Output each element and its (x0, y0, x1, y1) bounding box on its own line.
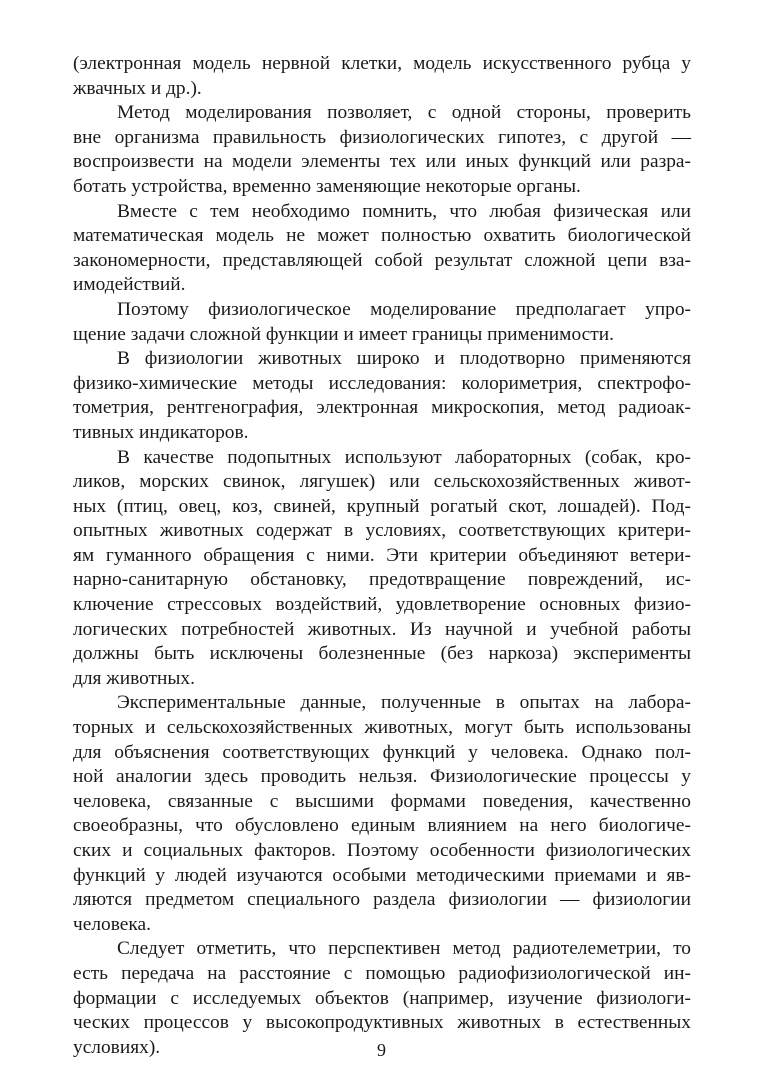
paragraph-first-line: Поэтому физиологическое моделирование предполагает упро- (117, 298, 691, 320)
text-line: для животных. (73, 667, 195, 689)
text-line: физико-химические методы исследования: колориметрия, спектрофо- (73, 372, 691, 394)
text-line: тивных индикаторов. (73, 421, 249, 443)
text-line: логических потребностей животных. Из научной и учебной работы (73, 618, 691, 640)
text-line: ям гуманного обращения с ними. Эти критерии объединяют ветери- (73, 544, 691, 566)
text-line: человека. (73, 913, 151, 935)
text-line: воспроизвести на модели элементы тех или иных функций или разра- (73, 151, 691, 173)
paragraph-first-line: В физиологии животных широко и плодотворно применяются (117, 348, 691, 370)
text-line: опытных животных содержат в условиях, соответствующих критери- (73, 520, 691, 542)
text-line: щение задачи сложной функции и имеет границы применимости. (73, 323, 614, 345)
text-line: вне организма правильность физиологических гипотез, с другой — (73, 126, 691, 148)
text-line: есть передача на расстояние с помощью радиофизиологической ин- (73, 962, 691, 984)
text-line: ских и социальных факторов. Поэтому особенности физиологических (73, 840, 691, 861)
text-line: для объяснения соответствующих функций у человека. Однако пол- (73, 741, 691, 763)
text-line: ной аналогии здесь проводить нельзя. Физиологические процессы у (73, 766, 691, 788)
text-line: жвачных и др.). (73, 77, 202, 99)
text-line: своеобразны, что обусловлено единым влиянием на него биологиче- (73, 815, 691, 837)
text-line: ботать устройства, временно заменяющие некоторые органы. (73, 175, 581, 197)
paragraph-first-line: Экспериментальные данные, полученные в опытах на лабора- (117, 692, 691, 714)
text-line: ческих процессов у высокопродуктивных животных в естественных (73, 1012, 691, 1034)
paragraph-first-line: Метод моделирования позволяет, с одной стороны, проверить (117, 102, 691, 124)
text-line: торных и сельскохозяйственных животных, могут быть использованы (73, 717, 691, 739)
text-line: математическая модель не может полностью охватить биологической (73, 225, 691, 247)
text-line: функций у людей изучаются особыми методическими приемами и яв- (73, 864, 691, 886)
page-number: 9 (377, 1040, 386, 1060)
text-line: нарно-санитарную обстановку, предотвращение повреждений, ис- (73, 569, 691, 591)
text-line: человека, связанные с высшими формами поведения, качественно (73, 790, 691, 812)
text-line: ликов, морских свинок, лягушек) или сельскохозяйственных живот- (73, 471, 691, 493)
body-text (73, 52, 691, 1060)
paragraph-first-line: Вместе с тем необходимо помнить, что любая физическая или (117, 200, 691, 222)
paragraph-first-line: Следует отметить, что перспективен метод радиотелеметрии, то (117, 938, 691, 960)
paragraph-first-line: В качестве подопытных используют лабораторных (собак, кро- (117, 446, 691, 468)
text-line: имодействий. (73, 274, 186, 296)
text-line: формации с исследуемых объектов (например, изучение физиологи- (73, 987, 691, 1009)
text-line: ляются предметом специального раздела физиологии — физиологии (73, 889, 691, 911)
text-line: (электронная модель нервной клетки, модель искусственного рубца у (73, 53, 691, 74)
text-line: должны быть исключены болезненные (без наркоза) эксперименты (73, 643, 691, 665)
text-line: закономерности, представляющей собой результат сложной цепи вза- (73, 249, 691, 271)
text-line: ключение стрессовых воздействий, удовлетворение основных физио- (73, 594, 691, 616)
text-line: ных (птиц, овец, коз, свиней, крупный рогатый скот, лошадей). Под- (73, 495, 691, 517)
text-line: условиях). (73, 1036, 161, 1058)
text-line: тометрия, рентгенография, электронная микроскопия, метод радиоак- (73, 397, 691, 419)
